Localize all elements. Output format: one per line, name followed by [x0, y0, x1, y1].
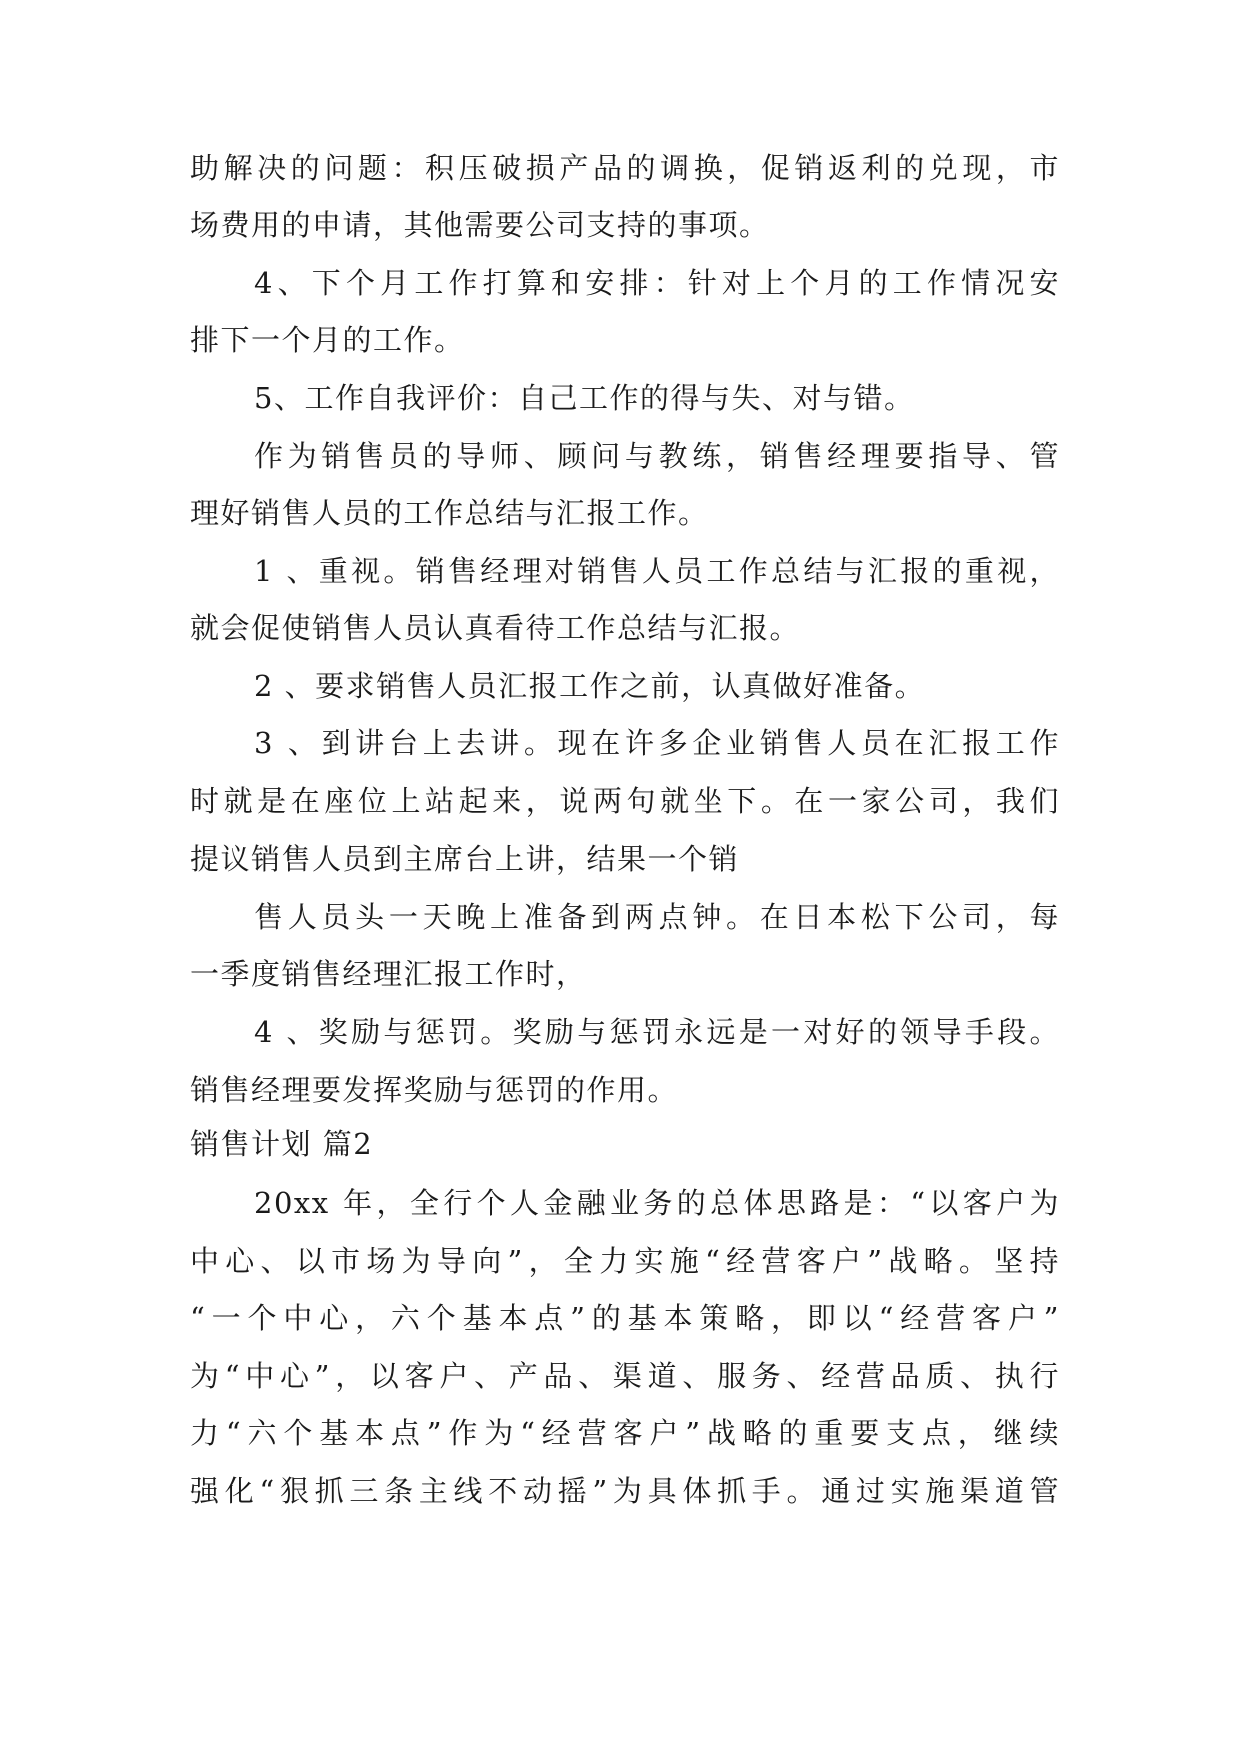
text-line: 时就是在座位上站起来，说两句就坐下。在一家公司，我们	[190, 784, 1060, 818]
section-heading: 销售计划 篇2	[190, 1127, 374, 1161]
text-line: 5、工作自我评价：自己工作的得与失、对与错。	[254, 381, 915, 415]
text-line: 1 、重视。销售经理对销售人员工作总结与汇报的重视，	[254, 554, 1060, 588]
text-line: 就会促使销售人员认真看待工作总结与汇报。	[190, 611, 801, 645]
text-line: 20xx 年，全行个人金融业务的总体思路是：“以客户为	[254, 1186, 1060, 1220]
text-line: 中心、以市场为导向”，全力实施“经营客户”战略。坚持	[190, 1244, 1060, 1278]
text-line: 场费用的申请，其他需要公司支持的事项。	[190, 208, 770, 242]
text-line: 销售经理要发挥奖励与惩罚的作用。	[190, 1073, 679, 1107]
text-line: 力“六个基本点”作为“经营客户”战略的重要支点，继续	[190, 1416, 1060, 1450]
text-line: 排下一个月的工作。	[190, 323, 465, 357]
text-line: 2 、要求销售人员汇报工作之前，认真做好准备。	[254, 669, 926, 703]
text-line: 3 、到讲台上去讲。现在许多企业销售人员在汇报工作	[254, 726, 1060, 760]
text-line: 理好销售人员的工作总结与汇报工作。	[190, 496, 709, 530]
text-line: 提议销售人员到主席台上讲，结果一个销	[190, 842, 740, 876]
text-line: 4、下个月工作打算和安排：针对上个月的工作情况安	[254, 266, 1060, 300]
text-line: 作为销售员的导师、顾问与教练，销售经理要指导、管	[254, 439, 1060, 473]
text-line: 一季度销售经理汇报工作时，	[190, 957, 587, 991]
text-line: 助解决的问题：积压破损产品的调换，促销返利的兑现，市	[190, 151, 1060, 185]
text-line: “一个中心，六个基本点”的基本策略，即以“经营客户”	[190, 1301, 1060, 1335]
text-line: 强化“狠抓三条主线不动摇”为具体抓手。通过实施渠道管	[190, 1474, 1060, 1508]
text-line: 4 、奖励与惩罚。奖励与惩罚永远是一对好的领导手段。	[254, 1015, 1060, 1049]
text-line: 售人员头一天晚上准备到两点钟。在日本松下公司，每	[254, 900, 1060, 934]
text-line: 为“中心”，以客户、产品、渠道、服务、经营品质、执行	[190, 1359, 1060, 1393]
